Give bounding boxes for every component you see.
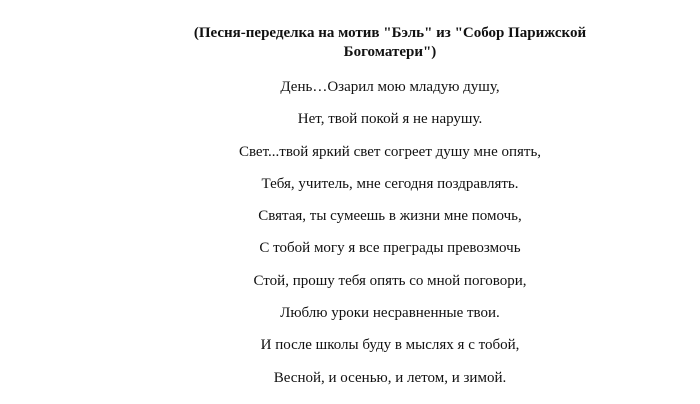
- lyric-line: Стой, прошу тебя опять со мной поговори,: [253, 272, 527, 289]
- lyric-line: Нет, твой покой я не нарушу.: [297, 111, 483, 128]
- lyric-line: Свет...твой яркий свет согреет душу мне опять,: [238, 143, 542, 160]
- lyric-line: День…Озарил мою младую душу,: [280, 79, 500, 95]
- lyric-line: С тобой могу я все преграды превозмочь: [259, 240, 521, 257]
- lyric-line: И после школы буду в мыслях я с тобой,: [260, 337, 520, 354]
- lyric-line: Святая, ты сумеешь в жизни мне помочь,: [258, 208, 522, 225]
- lyric-line: Весной, и осенью, и летом, и зимой.: [273, 369, 507, 386]
- lyric-line: Люблю уроки несравненные твои.: [280, 305, 500, 322]
- song-title: (Песня-переделка на мотив "Бэль" из "Собор Парижской Богоматери"): [193, 25, 587, 60]
- lyric-line: Тебя, учитель, мне сегодня поздравлять.: [261, 175, 519, 192]
- song-lyrics: [130, 76, 650, 399]
